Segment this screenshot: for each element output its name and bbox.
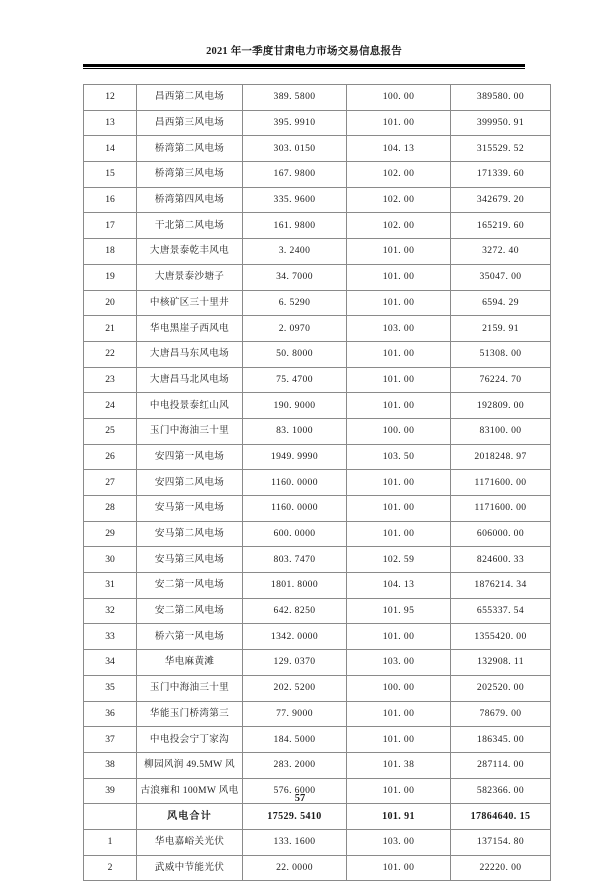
table-row bbox=[84, 521, 551, 547]
table-row bbox=[84, 598, 551, 624]
cell-amount: 399950. 91 bbox=[451, 110, 551, 136]
cell-amount: 1171600. 00 bbox=[451, 470, 551, 496]
cell-price: 100. 00 bbox=[347, 85, 451, 111]
cell-amount: 315529. 52 bbox=[451, 136, 551, 162]
cell-amount: 51308. 00 bbox=[451, 341, 551, 367]
cell-index: 27 bbox=[84, 470, 137, 496]
cell-quantity: 17529. 5410 bbox=[243, 804, 347, 830]
cell-quantity: 803. 7470 bbox=[243, 547, 347, 573]
table-row bbox=[84, 573, 551, 599]
table-row bbox=[84, 239, 551, 265]
cell-index: 24 bbox=[84, 393, 137, 419]
cell-amount: 1876214. 34 bbox=[451, 573, 551, 599]
cell-index: 34 bbox=[84, 650, 137, 676]
cell-name: 安二第二风电场 bbox=[137, 598, 243, 624]
cell-amount: 606000. 00 bbox=[451, 521, 551, 547]
table-row bbox=[84, 547, 551, 573]
cell-name: 柳园风润 49.5MW 风 bbox=[137, 752, 243, 778]
table-row bbox=[84, 855, 551, 881]
cell-name: 安马第一风电场 bbox=[137, 496, 243, 522]
cell-price: 101. 00 bbox=[347, 110, 451, 136]
cell-amount: 342679. 20 bbox=[451, 187, 551, 213]
cell-price: 101. 38 bbox=[347, 752, 451, 778]
table-row bbox=[84, 444, 551, 470]
cell-quantity: 167. 9800 bbox=[243, 162, 347, 188]
cell-index: 19 bbox=[84, 264, 137, 290]
cell-quantity: 190. 9000 bbox=[243, 393, 347, 419]
table-row bbox=[84, 162, 551, 188]
cell-index bbox=[84, 804, 137, 830]
cell-quantity: 75. 4700 bbox=[243, 367, 347, 393]
cell-price: 101. 00 bbox=[347, 624, 451, 650]
table-row bbox=[84, 110, 551, 136]
cell-name: 华电嘉峪关光伏 bbox=[137, 829, 243, 855]
cell-name: 安四第二风电场 bbox=[137, 470, 243, 496]
cell-price: 101. 91 bbox=[347, 804, 451, 830]
table-row bbox=[84, 701, 551, 727]
cell-amount: 824600. 33 bbox=[451, 547, 551, 573]
cell-name: 安二第一风电场 bbox=[137, 573, 243, 599]
cell-price: 100. 00 bbox=[347, 418, 451, 444]
cell-name: 大唐景泰沙塘子 bbox=[137, 264, 243, 290]
table-row bbox=[84, 650, 551, 676]
cell-price: 102. 00 bbox=[347, 162, 451, 188]
cell-name: 华能玉门桥湾第三 bbox=[137, 701, 243, 727]
cell-index: 31 bbox=[84, 573, 137, 599]
cell-quantity: 389. 5800 bbox=[243, 85, 347, 111]
cell-index: 36 bbox=[84, 701, 137, 727]
cell-price: 101. 00 bbox=[347, 367, 451, 393]
cell-index: 28 bbox=[84, 496, 137, 522]
cell-name: 玉门中海油三十里 bbox=[137, 418, 243, 444]
cell-name: 大唐景泰乾丰风电 bbox=[137, 239, 243, 265]
table-row bbox=[84, 470, 551, 496]
cell-amount: 186345. 00 bbox=[451, 727, 551, 753]
cell-index: 12 bbox=[84, 85, 137, 111]
cell-name: 大唐昌马东风电场 bbox=[137, 341, 243, 367]
cell-index: 21 bbox=[84, 316, 137, 342]
cell-amount: 1355420. 00 bbox=[451, 624, 551, 650]
table-row bbox=[84, 675, 551, 701]
cell-name: 干北第二风电场 bbox=[137, 213, 243, 239]
cell-price: 104. 13 bbox=[347, 136, 451, 162]
cell-quantity: 1342. 0000 bbox=[243, 624, 347, 650]
cell-amount: 202520. 00 bbox=[451, 675, 551, 701]
cell-price: 101. 00 bbox=[347, 496, 451, 522]
cell-amount: 35047. 00 bbox=[451, 264, 551, 290]
cell-amount: 22220. 00 bbox=[451, 855, 551, 881]
cell-index: 22 bbox=[84, 341, 137, 367]
cell-quantity: 129. 0370 bbox=[243, 650, 347, 676]
table-row bbox=[84, 264, 551, 290]
table-row bbox=[84, 418, 551, 444]
cell-price: 101. 00 bbox=[347, 778, 451, 804]
cell-amount: 389580. 00 bbox=[451, 85, 551, 111]
cell-name: 桥湾第四风电场 bbox=[137, 187, 243, 213]
cell-quantity: 77. 9000 bbox=[243, 701, 347, 727]
cell-price: 101. 00 bbox=[347, 727, 451, 753]
cell-quantity: 1801. 8000 bbox=[243, 573, 347, 599]
cell-amount: 192809. 00 bbox=[451, 393, 551, 419]
cell-quantity: 283. 2000 bbox=[243, 752, 347, 778]
cell-name: 中核矿区三十里井 bbox=[137, 290, 243, 316]
cell-index: 39 bbox=[84, 778, 137, 804]
cell-price: 101. 00 bbox=[347, 470, 451, 496]
cell-quantity: 303. 0150 bbox=[243, 136, 347, 162]
cell-quantity: 2. 0970 bbox=[243, 316, 347, 342]
cell-name: 桥六第一风电场 bbox=[137, 624, 243, 650]
cell-index: 16 bbox=[84, 187, 137, 213]
cell-quantity: 600. 0000 bbox=[243, 521, 347, 547]
cell-name: 中电投景泰红山风 bbox=[137, 393, 243, 419]
cell-quantity: 3. 2400 bbox=[243, 239, 347, 265]
cell-quantity: 395. 9910 bbox=[243, 110, 347, 136]
cell-quantity: 34. 7000 bbox=[243, 264, 347, 290]
cell-price: 100. 00 bbox=[347, 675, 451, 701]
cell-amount: 6594. 29 bbox=[451, 290, 551, 316]
table-row bbox=[84, 213, 551, 239]
table-row bbox=[84, 727, 551, 753]
cell-name: 华电麻黄滩 bbox=[137, 650, 243, 676]
cell-amount: 83100. 00 bbox=[451, 418, 551, 444]
cell-amount: 17864640. 15 bbox=[451, 804, 551, 830]
power-trading-table bbox=[83, 84, 551, 881]
cell-name: 桥湾第三风电场 bbox=[137, 162, 243, 188]
cell-price: 101. 00 bbox=[347, 701, 451, 727]
cell-amount: 287114. 00 bbox=[451, 752, 551, 778]
cell-quantity: 6. 5290 bbox=[243, 290, 347, 316]
cell-amount: 2159. 91 bbox=[451, 316, 551, 342]
cell-quantity: 1160. 0000 bbox=[243, 496, 347, 522]
cell-quantity: 202. 5200 bbox=[243, 675, 347, 701]
cell-index: 17 bbox=[84, 213, 137, 239]
cell-price: 102. 00 bbox=[347, 213, 451, 239]
running-header bbox=[83, 45, 525, 59]
cell-price: 101. 00 bbox=[347, 290, 451, 316]
table-row bbox=[84, 290, 551, 316]
cell-index: 23 bbox=[84, 367, 137, 393]
cell-quantity: 1949. 9990 bbox=[243, 444, 347, 470]
cell-index: 20 bbox=[84, 290, 137, 316]
cell-name: 安四第一风电场 bbox=[137, 444, 243, 470]
cell-price: 103. 50 bbox=[347, 444, 451, 470]
cell-name: 华电黑崖子西风电 bbox=[137, 316, 243, 342]
table-row bbox=[84, 136, 551, 162]
header-rule-thin bbox=[83, 68, 525, 69]
cell-quantity: 642. 8250 bbox=[243, 598, 347, 624]
cell-price: 103. 00 bbox=[347, 829, 451, 855]
cell-price: 101. 00 bbox=[347, 341, 451, 367]
cell-index: 26 bbox=[84, 444, 137, 470]
table-row bbox=[84, 187, 551, 213]
cell-index: 25 bbox=[84, 418, 137, 444]
page-number: 57 bbox=[294, 793, 306, 804]
cell-price: 103. 00 bbox=[347, 650, 451, 676]
cell-amount: 78679. 00 bbox=[451, 701, 551, 727]
cell-quantity: 335. 9600 bbox=[243, 187, 347, 213]
header-rule-thick bbox=[83, 64, 525, 67]
table-row bbox=[84, 496, 551, 522]
cell-index: 38 bbox=[84, 752, 137, 778]
cell-index: 1 bbox=[84, 829, 137, 855]
running-header-title: 2021 年一季度甘肃电力市场交易信息报告 bbox=[206, 46, 402, 57]
cell-index: 30 bbox=[84, 547, 137, 573]
cell-name: 武威中节能光伏 bbox=[137, 855, 243, 881]
table-total-row bbox=[84, 804, 551, 830]
cell-index: 32 bbox=[84, 598, 137, 624]
cell-price: 101. 95 bbox=[347, 598, 451, 624]
cell-price: 102. 00 bbox=[347, 187, 451, 213]
cell-price: 101. 00 bbox=[347, 855, 451, 881]
cell-price: 102. 59 bbox=[347, 547, 451, 573]
table-row bbox=[84, 341, 551, 367]
cell-quantity: 50. 8000 bbox=[243, 341, 347, 367]
table-row bbox=[84, 624, 551, 650]
cell-quantity: 161. 9800 bbox=[243, 213, 347, 239]
table-row bbox=[84, 367, 551, 393]
cell-index: 35 bbox=[84, 675, 137, 701]
cell-price: 101. 00 bbox=[347, 521, 451, 547]
cell-name: 昌西第三风电场 bbox=[137, 110, 243, 136]
power-trading-table-container bbox=[83, 84, 531, 881]
cell-index: 18 bbox=[84, 239, 137, 265]
cell-index: 29 bbox=[84, 521, 137, 547]
cell-name: 中电投会宁丁家沟 bbox=[137, 727, 243, 753]
cell-amount: 655337. 54 bbox=[451, 598, 551, 624]
table-row bbox=[84, 316, 551, 342]
table-row bbox=[84, 85, 551, 111]
cell-quantity: 576. 6000 bbox=[243, 778, 347, 804]
cell-amount: 582366. 00 bbox=[451, 778, 551, 804]
cell-amount: 3272. 40 bbox=[451, 239, 551, 265]
cell-name: 昌西第二风电场 bbox=[137, 85, 243, 111]
cell-quantity: 184. 5000 bbox=[243, 727, 347, 753]
cell-price: 103. 00 bbox=[347, 316, 451, 342]
cell-price: 101. 00 bbox=[347, 264, 451, 290]
table-body bbox=[84, 85, 551, 881]
cell-index: 2 bbox=[84, 855, 137, 881]
cell-index: 13 bbox=[84, 110, 137, 136]
cell-name: 安马第三风电场 bbox=[137, 547, 243, 573]
table-row bbox=[84, 393, 551, 419]
cell-index: 33 bbox=[84, 624, 137, 650]
cell-name: 风电合计 bbox=[137, 804, 243, 830]
table-row bbox=[84, 829, 551, 855]
cell-name: 大唐昌马北风电场 bbox=[137, 367, 243, 393]
cell-name: 桥湾第二风电场 bbox=[137, 136, 243, 162]
cell-index: 15 bbox=[84, 162, 137, 188]
cell-quantity: 83. 1000 bbox=[243, 418, 347, 444]
cell-quantity: 133. 1600 bbox=[243, 829, 347, 855]
cell-amount: 137154. 80 bbox=[451, 829, 551, 855]
cell-price: 101. 00 bbox=[347, 393, 451, 419]
cell-name: 古浪雍和 100MW 风电 bbox=[137, 778, 243, 804]
cell-index: 37 bbox=[84, 727, 137, 753]
cell-amount: 1171600. 00 bbox=[451, 496, 551, 522]
cell-name: 玉门中海油三十里 bbox=[137, 675, 243, 701]
cell-amount: 132908. 11 bbox=[451, 650, 551, 676]
cell-name: 安马第二风电场 bbox=[137, 521, 243, 547]
cell-amount: 165219. 60 bbox=[451, 213, 551, 239]
cell-price: 101. 00 bbox=[347, 239, 451, 265]
cell-quantity: 1160. 0000 bbox=[243, 470, 347, 496]
cell-index: 14 bbox=[84, 136, 137, 162]
table-row bbox=[84, 752, 551, 778]
cell-amount: 76224. 70 bbox=[451, 367, 551, 393]
cell-price: 104. 13 bbox=[347, 573, 451, 599]
cell-amount: 2018248. 97 bbox=[451, 444, 551, 470]
cell-quantity: 22. 0000 bbox=[243, 855, 347, 881]
cell-amount: 171339. 60 bbox=[451, 162, 551, 188]
